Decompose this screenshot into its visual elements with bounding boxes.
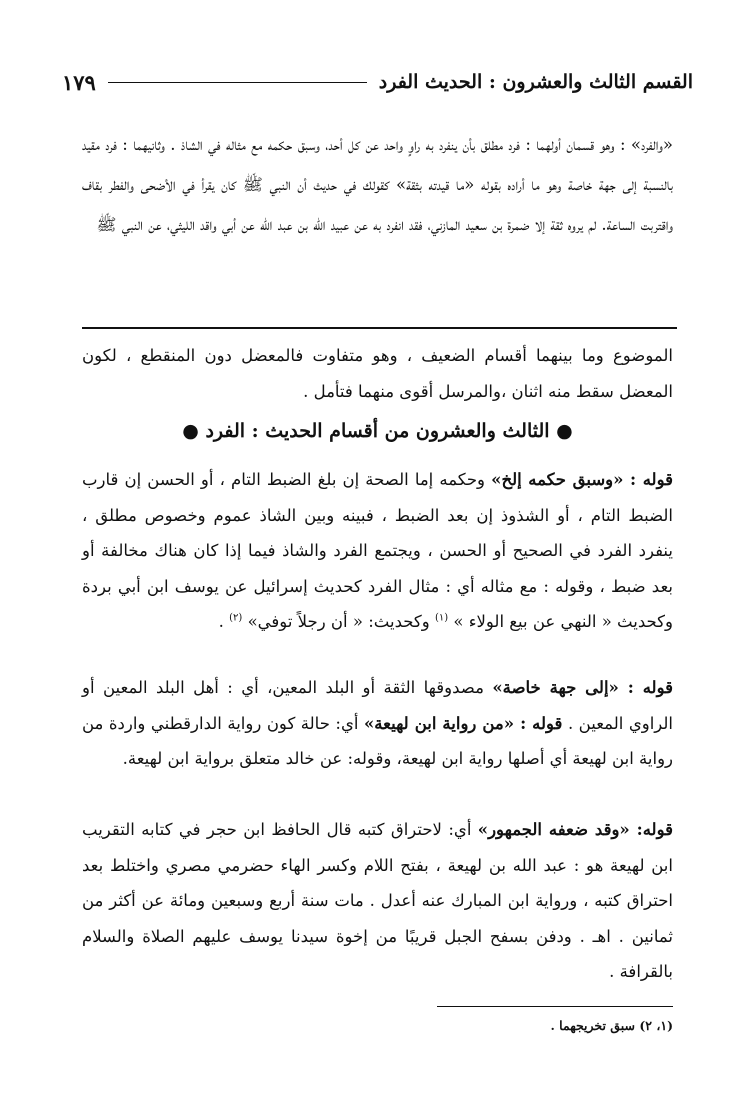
footnote-marker: (١) [434,612,449,624]
section-heading: ● الثالث والعشرون من أقسام الحديث : الفرد ● [182,420,573,442]
paragraph-text: وكحديث: « أن رجلاً توفي» [242,612,435,631]
paragraph-lead: قوله : «إلى جهة خاصة» [492,678,673,697]
paragraph-lead: قوله : «من رواية ابن لهيعة» [363,713,563,733]
paragraph-lead: قوله: «وقد ضعفه الجمهور» [477,820,673,839]
paragraph-text: أي: حالة كون رواية الدارقطني واردة من رواية ابن لهيعة أي أصلها رواية ابن لهيعة، وقوله: عن خالد متعلق برواية ابن لهيعة. [82,713,673,768]
header-rule [108,82,367,83]
commentary-intro: الموضوع وما بينهما أقسام الضعيف ، وهو متفاوت فالمعضل دون المنقطع ، لكون المعضل سقط منه اثنان ،والمرسل أقوى منهما فتأمل . [82,346,673,401]
commentary-paragraph-2 [82,670,673,777]
paragraph-lead: قوله : «وسبق حكمه إلخ» [491,470,673,489]
footnote: (١، ٢) سبق تخريجهما . [550,1018,673,1033]
commentary-paragraph-1 [82,462,673,640]
paragraph-text: أي: لاحتراق كتبه قال الحافظ ابن حجر في كتابه التقريب ابن لهيعة هو : عبد الله بن لهيعة ، بفتح اللام وكسر الهاء حضرمي مصري واختلط بعد احتراق كتبه ، ورواية ابن المبارك عنه أعدل . مات سنة أربع وسبعين ومائة عن أكثر من ثمانين . اهـ . ودفن بسفح الجبل قريبًا من إخوة سيدنا يوسف عليهم الصلاة والسلام بالقرافة . [82,820,673,981]
footnote-marker: (٢) [229,612,243,624]
footnote-rule [437,1006,673,1007]
paragraph-end: . [218,612,230,631]
running-title: القسم الثالث والعشرون : الحديث الفرد [378,71,693,93]
page-header [62,62,693,102]
separator-rule [82,327,677,329]
paragraph-text: مصدوقها الثقة أو البلد المعين، أي : أهل البلد المعين أو الراوي المعين . [82,678,674,733]
page-number: ١٧٩ [62,69,96,95]
commentary-paragraph-3 [82,812,673,990]
paragraph-text: وحكمه إما الصحة إن بلغ الضبط التام ، أو الحسن إن قارب الضبط التام ، أو الشذوذ إن بعد الضبط ، فبينه وبين الشاذ عموم وخصوص مطلق ، ينفرد الفرد في الصحيح أو الحسن ، ويجتمع الفرد والشاذ فيما إذا كان هناك مخالفة أو بعد ضبط ، وقوله : مع مثاله أي : مثال الفرد كحديث إسرائيل عن يوسف ابن أبي بردة وكحديث « النهي عن بيع الولاء » [82,470,673,631]
top-text: «والفرد» : وهو قسمان أولهما : فرد مطلق بأن ينفرد به راوٍ واحد عن كل أحد، وسبق حكمه مع مثاله في الشاذ . وثانيهما : فرد مقيد بالنسبة إلى جهة خاصة وهو ما أراده بقوله «ما قيدته بثقة» كقولك في حديث أن النبي ﷺ كان يقرأ في الأضحى والفطر بقاف واقتربت الساعة. لم يروه ثقة إلا ضمرة بن سعيد المازني، فقد انفرد به عن عبيد الله بن عبد الله عن أبي واقد الليثي، عن النبي ﷺ [82,135,673,234]
